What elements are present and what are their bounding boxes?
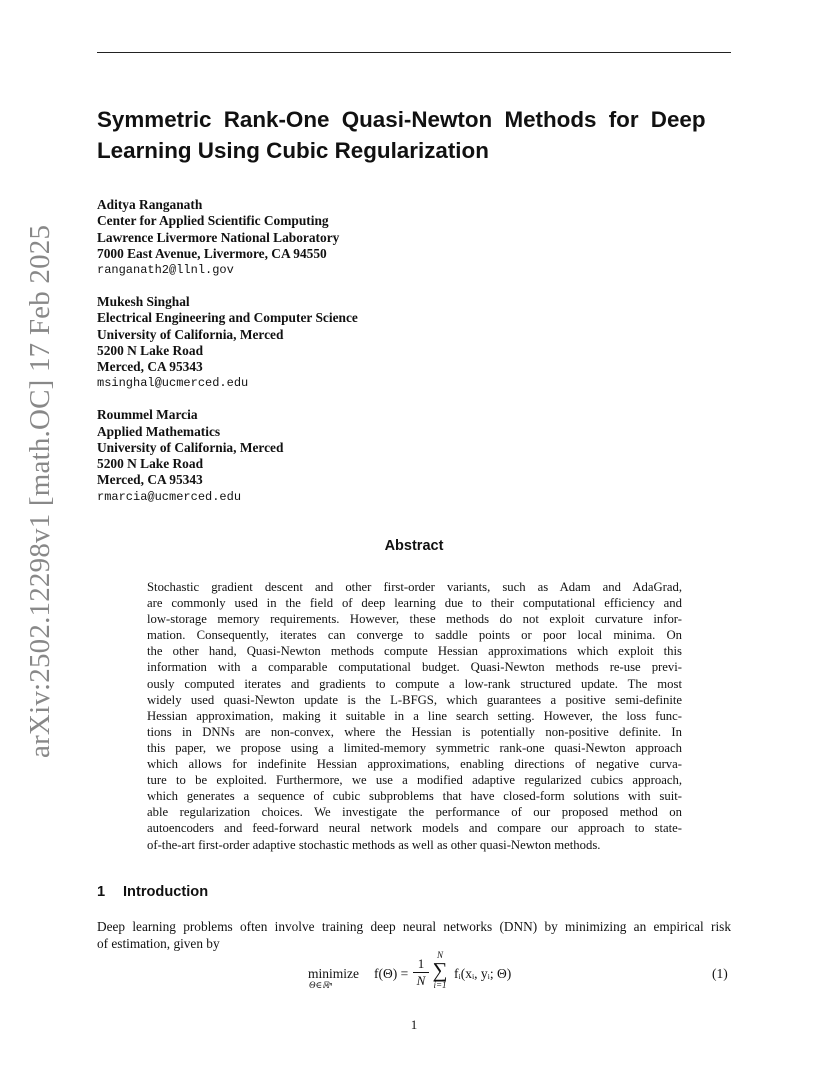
abstract-body <box>147 579 682 853</box>
abstract-line: ously computed iterates and gradients to compute a low-rank structured update. The most <box>147 676 682 691</box>
abstract-line: Hessian approximation, making it suitable in a line search setting. However, the loss func- <box>147 708 682 723</box>
author-1 <box>97 197 517 278</box>
author-name: Aditya Ranganath <box>97 197 203 212</box>
section-number: 1 <box>97 884 106 900</box>
author-affiliation: Electrical Engineering and Computer Science <box>97 310 358 326</box>
equation-1 <box>300 950 600 998</box>
abstract-line: Stochastic gradient descent and other first-order variants, such as Adam and AdaGrad, <box>147 580 682 594</box>
fraction-denominator: N <box>416 973 426 988</box>
author-affiliation: University of California, Merced <box>97 326 284 342</box>
section-title: Introduction <box>123 884 209 900</box>
equation-operator: minimize <box>308 966 359 981</box>
abstract-line: which generates a sequence of cubic subproblems that have closed-form solutions with suit- <box>147 789 682 804</box>
equation-lhs: f(Θ) = <box>374 966 409 981</box>
abstract-line: are commonly used in the field of deep learning due to their computational efficiency and <box>147 596 682 611</box>
equation-subscript: Θ∈ℝⁿ <box>309 980 333 990</box>
author-email[interactable]: rmarcia@ucmerced.edu <box>97 489 242 504</box>
abstract-line: low-storage memory requirements. However, these methods do not exploit curvature infor- <box>147 612 682 627</box>
author-2 <box>97 294 517 392</box>
abstract-line: information with a comparable computational budget. Quasi-Newton methods re-use previ- <box>147 660 682 675</box>
equation-fraction <box>413 957 429 988</box>
abstract-line: mation. Consequently, iterates can converge to saddle points or poor local minima. On <box>147 628 682 643</box>
abstract-line: autoencoders and feed-forward neural network models and compare our approach to state- <box>147 821 682 836</box>
intro-paragraph <box>97 919 731 952</box>
section-heading-introduction <box>97 884 208 900</box>
abstract-line: which allows for indefinite Hessian approximations, enabling directions of negative curva- <box>147 757 682 772</box>
abstract-line: tions in DNNs are non-convex, where the Hessian is potentially non-positive definite. In <box>147 724 682 739</box>
abstract-line: ture to be exploited. Furthermore, we use a modified adaptive regularized cubics approach, <box>147 773 682 788</box>
author-affiliation: Lawrence Livermore National Laboratory <box>97 229 340 245</box>
author-3 <box>97 407 517 505</box>
title-line-2: Learning Using Cubic Regularization <box>97 138 489 163</box>
author-name: Mukesh Singhal <box>97 293 190 309</box>
fraction-numerator: 1 <box>417 956 425 971</box>
abstract-line: of-the-art first-order adaptive stochastic methods as well as other quasi-Newton methods. <box>147 837 601 852</box>
abstract-line: the other hand, Quasi-Newton methods compute Hessian approximations which exploit this <box>147 644 682 659</box>
abstract-line: widely used quasi-Newton update is the L-BFGS, which guarantees a positive semi-definite <box>147 692 682 707</box>
abstract-line: able regularization choices. We investigate the performance of our proposed method on <box>147 805 682 820</box>
author-affiliation: Center for Applied Scientific Computing <box>97 213 329 229</box>
sum-symbol: ∑ <box>432 958 448 982</box>
top-rule <box>97 52 731 53</box>
author-address: Merced, CA 95343 <box>97 472 203 488</box>
intro-line: of estimation, given by <box>97 935 220 951</box>
author-affiliation: University of California, Merced <box>97 439 284 455</box>
author-affiliation: Applied Mathematics <box>97 423 221 439</box>
arxiv-stamp: arXiv:2502.12298v1 [math.OC] 17 Feb 2025 <box>24 224 56 758</box>
author-address: 5200 N Lake Road <box>97 342 204 358</box>
sum-upper-limit: N <box>436 950 443 960</box>
equation-rhs: fᵢ(xᵢ, yᵢ; Θ) <box>454 966 512 981</box>
author-email[interactable]: ranganath2@llnl.gov <box>97 263 234 278</box>
abstract-heading: Abstract <box>384 538 444 554</box>
page-number: 1 <box>410 1017 418 1032</box>
author-address: 7000 East Avenue, Livermore, CA 94550 <box>97 245 327 261</box>
equation-summation <box>430 950 450 990</box>
abstract-line: this paper, we propose using a limited-memory symmetric rank-one quasi-Newton approach <box>147 740 682 755</box>
author-block <box>97 197 517 521</box>
paper-title <box>97 104 737 166</box>
author-address: 5200 N Lake Road <box>97 456 204 472</box>
title-line-1: Symmetric Rank-One Quasi-Newton Methods for Deep <box>97 107 706 132</box>
equation-number: (1) <box>712 966 728 981</box>
author-email[interactable]: msinghal@ucmerced.edu <box>97 376 249 391</box>
sum-lower-limit: i=1 <box>433 980 447 990</box>
author-name: Roummel Marcia <box>97 407 198 423</box>
author-address: Merced, CA 95343 <box>97 359 203 375</box>
intro-line: Deep learning problems often involve training deep neural networks (DNN) by minimizing an empirical risk <box>97 919 731 934</box>
